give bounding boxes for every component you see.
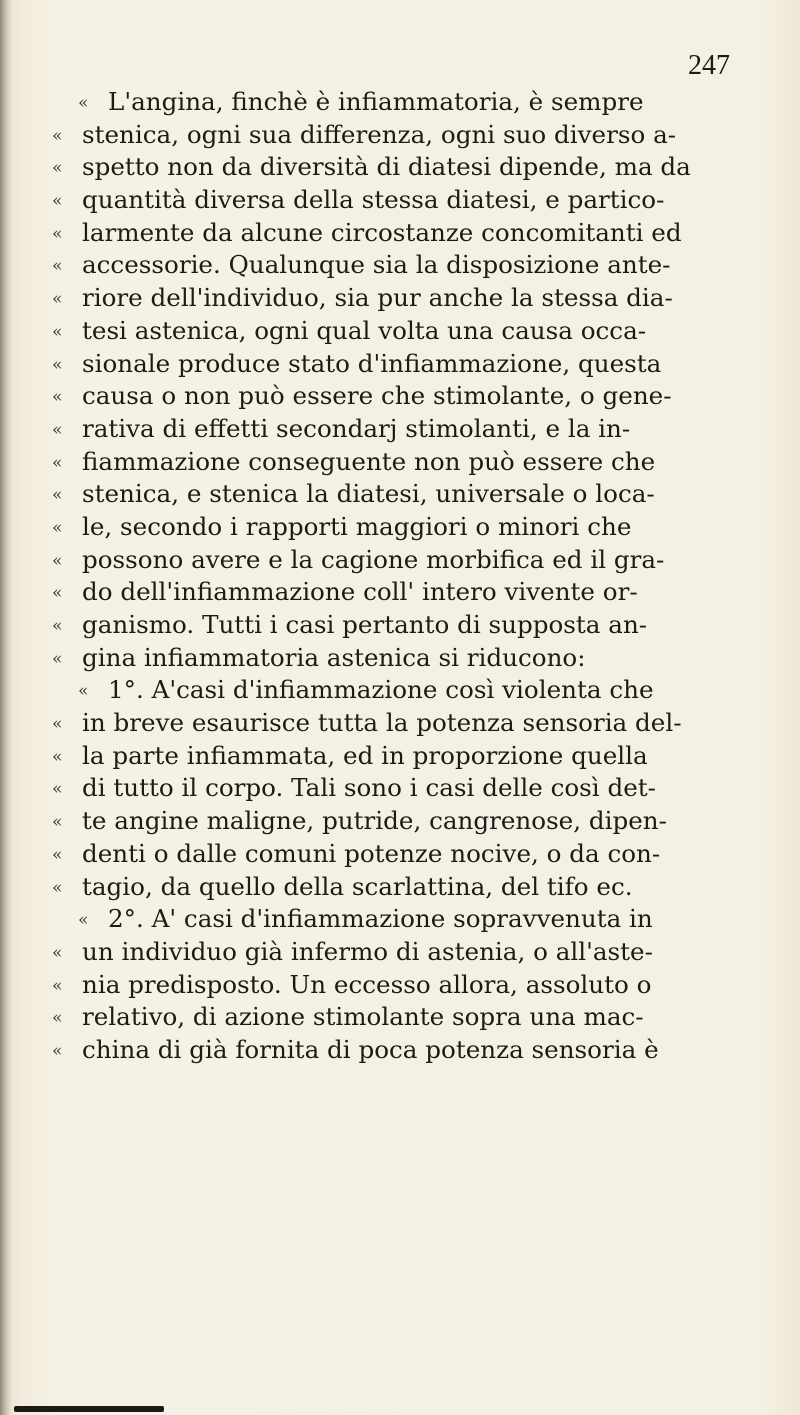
text-line (52, 184, 772, 217)
line-text: riore dell'individuo, sia pur anche la stessa dia- (82, 283, 673, 313)
text-line (52, 707, 772, 740)
text-line (52, 936, 772, 969)
text-line (52, 871, 772, 904)
quote-mark: « (52, 256, 63, 277)
quote-mark: « (52, 419, 63, 440)
text-line (52, 969, 772, 1002)
line-text: rativa di effetti secondarj stimolanti, e la in- (82, 413, 631, 443)
line-text: causa o non può essere che stimolante, o gene- (82, 381, 672, 411)
quote-mark: « (52, 1040, 63, 1061)
line-text: denti o dalle comuni potenze nocive, o da con- (82, 838, 661, 868)
text-line (52, 609, 772, 642)
text-line (52, 249, 772, 282)
bottom-rule (14, 1406, 164, 1412)
quote-mark: « (78, 910, 89, 931)
quote-mark: « (52, 223, 63, 244)
text-line (52, 380, 772, 413)
line-text: possono avere e la cagione morbifica ed il gra- (82, 544, 665, 574)
text-line (52, 282, 772, 315)
text-line (52, 348, 772, 381)
text-line (52, 544, 772, 577)
text-line (52, 315, 772, 348)
line-text: spetto non da diversità di diatesi dipende, ma da (82, 152, 691, 182)
text-line (52, 903, 772, 936)
quote-mark: « (52, 321, 63, 342)
quote-mark: « (52, 354, 63, 375)
quote-mark: « (52, 616, 63, 636)
line-text: nia predisposto. Un eccesso allora, assoluto o (82, 969, 652, 999)
text-line (52, 1034, 772, 1067)
line-text: accessorie. Qualunque sia la disposizione ante- (82, 250, 671, 280)
text-line (52, 511, 772, 544)
text-line (52, 642, 772, 675)
quote-mark: « (52, 812, 63, 833)
quote-mark: « (52, 746, 63, 767)
quote-mark: « (52, 550, 63, 571)
line-text: le, secondo i rapporti maggiori o minori che (82, 511, 632, 541)
line-text: do dell'infiammazione coll' intero vivente or- (82, 577, 638, 607)
quote-mark: « (52, 517, 63, 538)
quote-mark: « (52, 485, 63, 506)
text-line (52, 446, 772, 479)
text-line (52, 151, 772, 184)
quote-mark: « (52, 289, 63, 310)
text-line (52, 805, 772, 838)
quote-mark: « (52, 779, 63, 800)
line-text: tagio, da quello della scarlattina, del tifo ec. (82, 871, 633, 901)
body-text (52, 86, 772, 1067)
line-text: larmente da alcune circostanze concomitanti ed (82, 217, 682, 247)
quote-mark: « (52, 975, 63, 996)
line-text: la parte infiammata, ed in proporzione quella (82, 740, 648, 770)
line-text: 2°. A' casi d'infiammazione sopravvenuta in (108, 904, 653, 934)
text-line (52, 217, 772, 250)
text-line (52, 1001, 772, 1034)
line-text: stenica, e stenica la diatesi, universale o loca- (82, 479, 655, 509)
quote-mark: « (52, 844, 63, 865)
text-line (52, 576, 772, 609)
text-line (52, 86, 772, 119)
line-text: L'angina, finchè è infiammatoria, è sempre (108, 87, 644, 116)
line-text: te angine maligne, putride, cangrenose, dipen- (82, 806, 667, 836)
quote-mark: « (52, 714, 63, 735)
quote-mark: « (52, 158, 63, 179)
quote-mark: « (52, 877, 63, 898)
text-line (52, 674, 772, 707)
quote-mark: « (52, 452, 63, 473)
text-line (52, 772, 772, 805)
quote-mark: « (78, 93, 89, 113)
quote-mark: « (78, 681, 89, 702)
quote-mark: « (52, 387, 63, 408)
line-text: fiammazione conseguente non può essere che (82, 446, 656, 476)
quote-mark: « (52, 648, 63, 669)
page-gutter (0, 0, 12, 1415)
quote-mark: « (52, 942, 63, 963)
quote-mark: « (52, 125, 63, 146)
quote-mark: « (52, 191, 63, 212)
line-text: gina infiammatoria astenica si riducono: (82, 642, 586, 672)
quote-mark: « (52, 1008, 63, 1029)
line-text: stenica, ogni sua differenza, ogni suo diverso a- (82, 119, 677, 149)
quote-mark: « (52, 583, 63, 604)
text-line (52, 413, 772, 446)
line-text: in breve esaurisce tutta la potenza sensoria del- (82, 708, 682, 738)
line-text: ganismo. Tutti i casi pertanto di supposta an- (82, 610, 648, 639)
text-line (52, 119, 772, 152)
line-text: sionale produce stato d'infiammazione, questa (82, 348, 662, 378)
line-text: quantità diversa della stessa diatesi, e partico- (82, 185, 665, 215)
line-text: un individuo già infermo di astenia, o all'aste- (82, 936, 653, 966)
line-text: tesi astenica, ogni qual volta una causa occa- (82, 315, 647, 345)
text-line (52, 478, 772, 511)
line-text: 1°. A'casi d'infiammazione così violenta che (108, 675, 654, 705)
line-text: di tutto il corpo. Tali sono i casi delle così det- (82, 773, 656, 803)
text-line (52, 838, 772, 871)
page-number: 247 (688, 50, 730, 81)
line-text: china di già fornita di poca potenza sensoria è (82, 1034, 659, 1064)
line-text: relativo, di azione stimolante sopra una mac- (82, 1002, 644, 1032)
text-line (52, 740, 772, 773)
